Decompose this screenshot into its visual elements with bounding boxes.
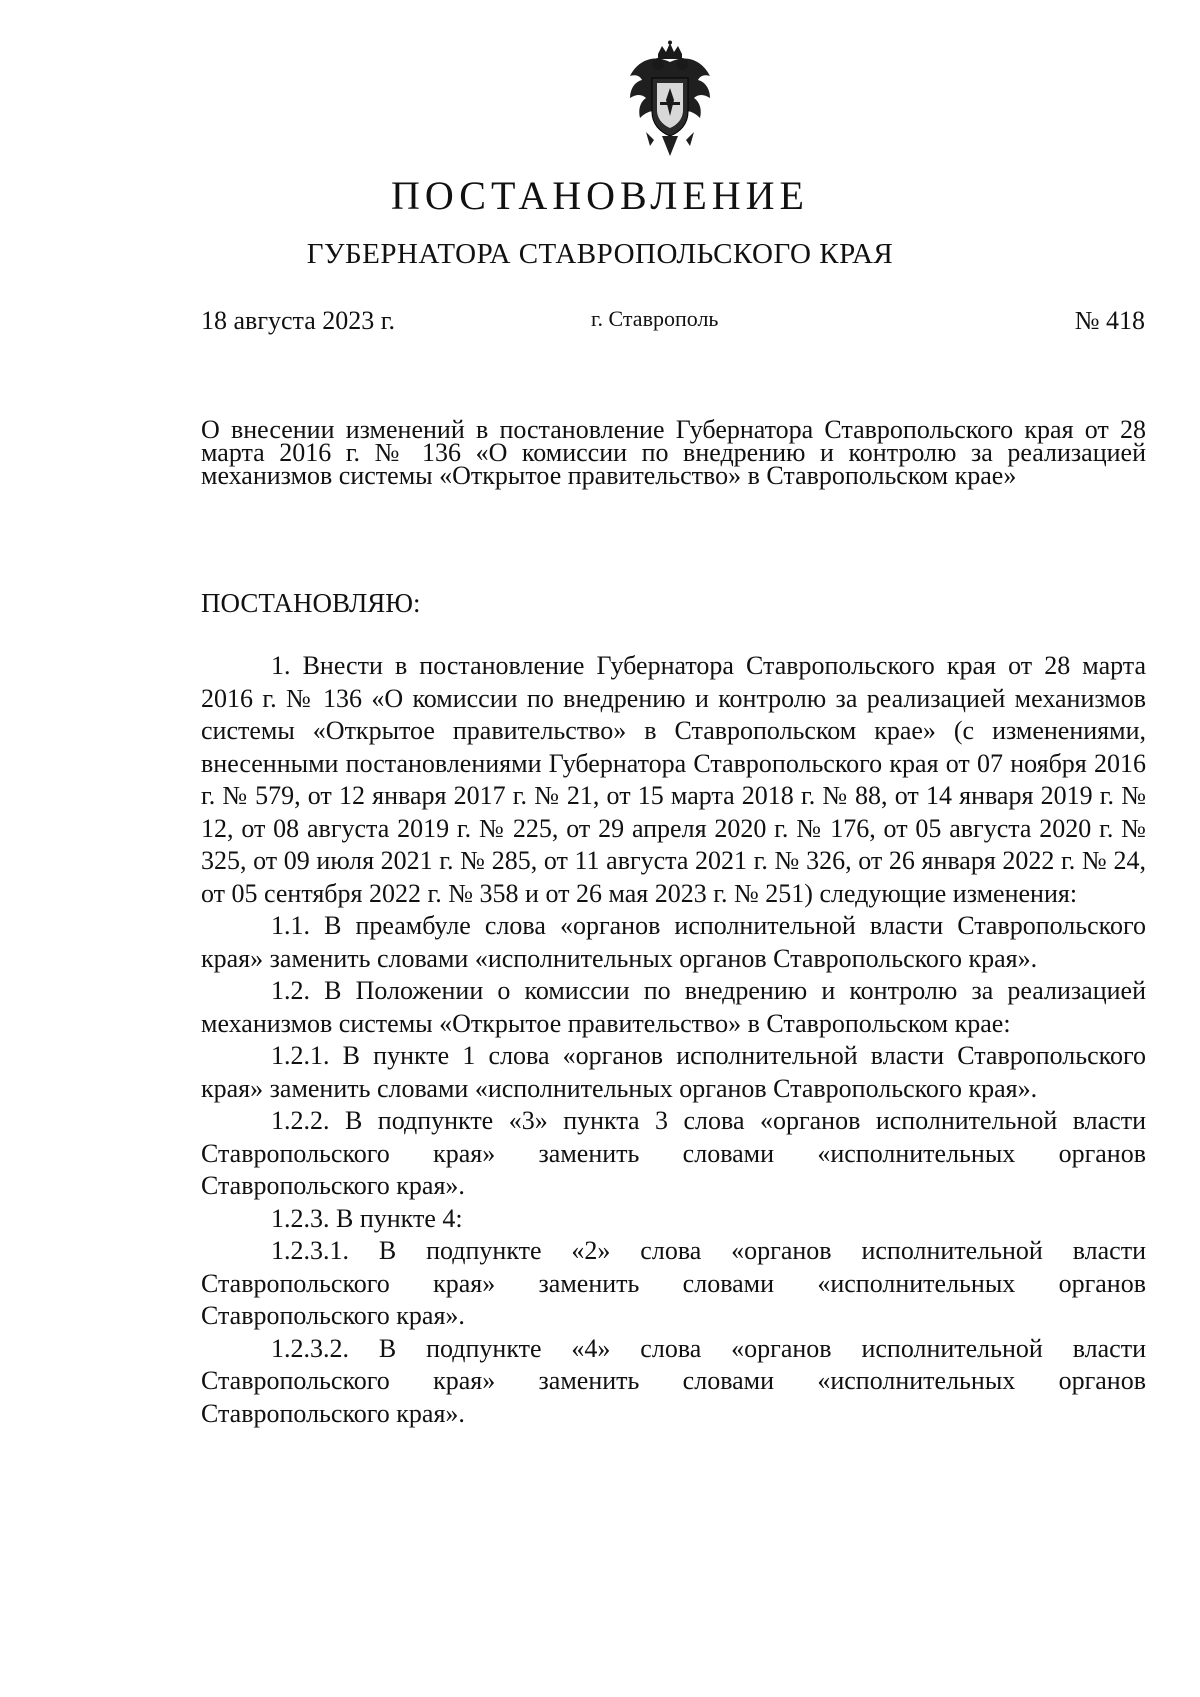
- document-city: г. Ставрополь: [591, 306, 719, 331]
- document-subject: О внесении изменений в постановление Губернатора Ставропольского края от 28 марта 2016 г. № 136 «О комиссии по внедрению и контролю за реализацией механизмов системы «Открытое правительство» в Ставропольском крае»: [201, 415, 1146, 490]
- document-number: № 418: [1074, 306, 1145, 335]
- document-date: 18 августа 2023 г.: [201, 306, 395, 335]
- paragraph-1-2-3-1: 1.2.3.1. В подпункте «2» слова «органов исполнительной власти Ставропольского края» заменить словами «исполнительных органов Ставропольского края».: [201, 1236, 1146, 1330]
- decree-word: ПОСТАНОВЛЯЮ:: [201, 588, 421, 618]
- paragraph-1-2-3: 1.2.3. В пункте 4:: [271, 1203, 463, 1233]
- document-body: [201, 650, 1146, 1430]
- paragraph-1-1: 1.1. В преамбуле слова «органов исполнительной власти Ставропольского края» заменить словами «исполнительных органов Ставропольского края».: [201, 911, 1146, 973]
- document-title: ПОСТАНОВЛЕНИЕ: [391, 173, 809, 218]
- paragraph-1-2-3-2: 1.2.3.2. В подпункте «4» слова «органов исполнительной власти Ставропольского края» заменить словами «исполнительных органов Ставропольского края».: [201, 1333, 1146, 1428]
- paragraph-1-2-1: 1.2.1. В пункте 1 слова «органов исполнительной власти Ставропольского края» заменить словами «исполнительных органов Ставропольского края».: [201, 1041, 1146, 1103]
- issuer-line: ГУБЕРНАТОРА СТАВРОПОЛЬСКОГО КРАЯ: [306, 238, 894, 270]
- paragraph-1-2: 1.2. В Положении о комиссии по внедрению и контролю за реализацией механизмов системы «Открытое правительство» в Ставропольском крае:: [201, 976, 1146, 1038]
- coat-of-arms-icon: [624, 40, 716, 158]
- paragraph-1-2-2: 1.2.2. В подпункте «3» пункта 3 слова «органов исполнительной власти Ставропольского края» заменить словами «исполнительных органов Ставропольского края».: [201, 1106, 1146, 1200]
- paragraph-1: 1. Внести в постановление Губернатора Ставропольского края от 28 марта 2016 г. № 136 «О комиссии по внедрению и контролю за реализацией механизмов системы «Открытое правительство» в Ставропольском крае» (с изменениями, внесенными постановлениями Губернатора Ставропольского края от 07 ноября 2016 г. № 579, от 12 января 2017 г. № 21, от 15 марта 2018 г. № 88, от 14 января 2019 г. № 12, от 08 августа 2019 г. № 225, от 29 апреля 2020 г. № 176, от 05 августа 2020 г. № 325, от 09 июля 2021 г. № 285, от 11 августа 2021 г. № 326, от 26 января 2022 г. № 24, от 05 сентября 2022 г. № 358 и от 26 мая 2023 г. № 251) следующие изменения:: [201, 651, 1146, 908]
